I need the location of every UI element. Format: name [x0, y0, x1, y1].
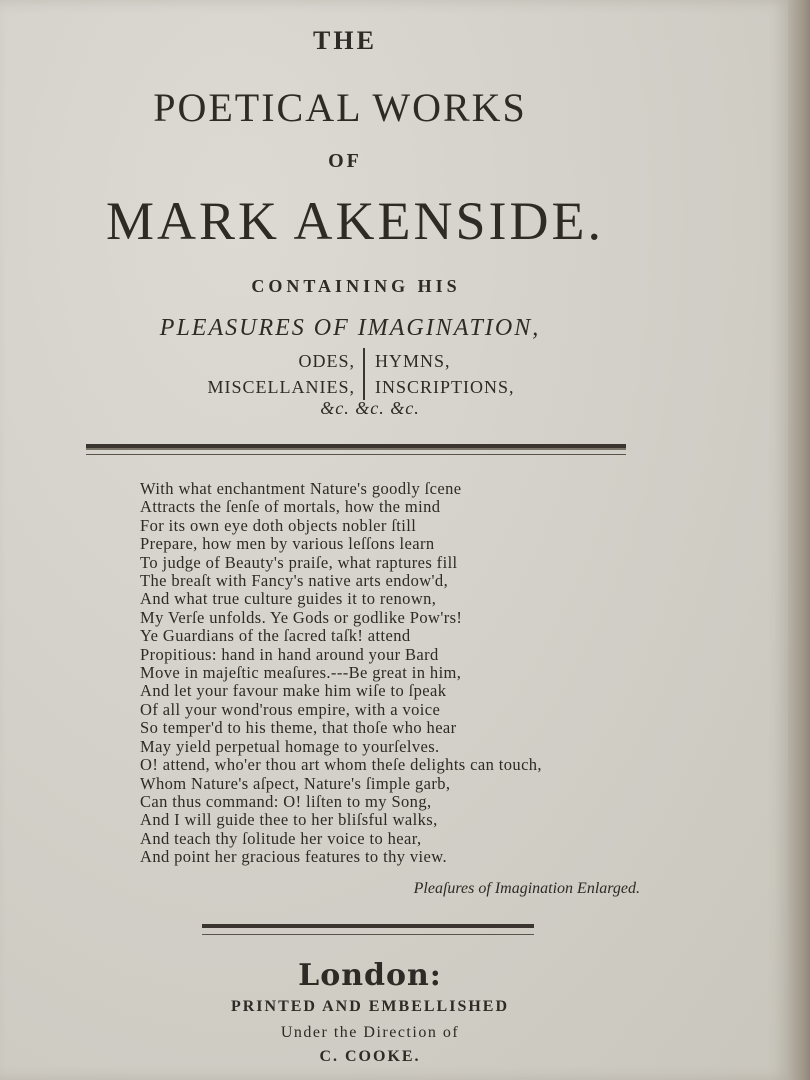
author-name: MARK AKENSIDE. — [105, 191, 605, 251]
ornamental-rule-bottom — [202, 924, 534, 928]
imprint-city: London: — [298, 958, 442, 993]
imprint-printed: PRINTED AND EMBELLISHED — [230, 998, 510, 1015]
title-poetical-works: POETICAL WORKS — [153, 85, 527, 130]
poem-line: And what true culture guides it to renown, — [140, 589, 437, 609]
contents-item-hymns: HYMNS, — [375, 351, 451, 371]
poem-line: So temper'd to his theme, that thoſe who hear — [140, 718, 457, 738]
contents-item-inscriptions: INSCRIPTIONS, — [375, 377, 515, 397]
poem-line: Prepare, how men by various leſſons learn — [140, 534, 435, 554]
main-work-title: PLEASURES OF IMAGINATION, — [159, 315, 541, 341]
ornamental-rule-bottom-thin — [202, 934, 534, 935]
poem-line: The breaſt with Fancy's native arts endow'd, — [140, 571, 449, 591]
title-of: OF — [328, 150, 362, 172]
epigraph-attribution: Pleaſures of Imagination Enlarged. — [413, 880, 640, 897]
poem-line: O! attend, who'er thou art whom theſe delights can touch, — [140, 755, 542, 775]
contents-right-column — [363, 348, 515, 400]
poem-line: Attracts the ſenſe of mortals, how the mind — [140, 497, 441, 517]
contents-list — [150, 348, 570, 400]
poem-line: My Verſe unfolds. Ye Gods or godlike Pow'rs! — [140, 607, 463, 627]
poem-line: To judge of Beauty's praiſe, what raptures fill — [140, 552, 458, 572]
poem-line: Ye Guardians of the ſacred taſk! attend — [140, 626, 411, 646]
etcetera: &c. &c. &c. — [320, 398, 420, 418]
poem-line: Whom Nature's aſpect, Nature's ſimple garb, — [140, 773, 451, 793]
poem-line: And let your favour make him wiſe to ſpeak — [140, 681, 447, 701]
poem-line: May yield perpetual homage to yourſelves. — [140, 736, 440, 756]
poem-line: Of all your wond'rous empire, with a voice — [140, 699, 441, 719]
contents-left-column — [150, 348, 363, 400]
contents-item-odes: ODES, — [298, 351, 355, 371]
epigraph-poem — [140, 480, 700, 867]
poem-line: And I will guide thee to her bliſsful walks, — [140, 810, 438, 830]
poem-line: For its own eye doth objects nobler ſtill — [140, 515, 417, 535]
imprint-under: Under the Direction of — [280, 1024, 460, 1041]
poem-line: With what enchantment Nature's goodly ſcene — [140, 479, 462, 498]
poem-line: And teach thy ſolitude her voice to hear, — [140, 828, 422, 848]
poem-line: Can thus command: O! liſten to my Song, — [140, 791, 432, 811]
containing-his: CONTAINING HIS — [251, 276, 461, 296]
poem-line: Move in majeſtic meaſures.---Be great in him, — [140, 663, 462, 683]
book-spine-edge — [788, 0, 810, 1080]
imprint-printer: C. COOKE. — [319, 1048, 421, 1065]
ornamental-rule-top-thin — [86, 454, 626, 455]
poem-line: And point her gracious features to thy view. — [140, 847, 448, 867]
ornamental-rule-top — [86, 444, 626, 450]
poem-line: Propitious: hand in hand around your Bard — [140, 644, 439, 664]
title-the: THE — [313, 26, 377, 55]
contents-item-miscellanies: MISCELLANIES, — [207, 377, 355, 397]
